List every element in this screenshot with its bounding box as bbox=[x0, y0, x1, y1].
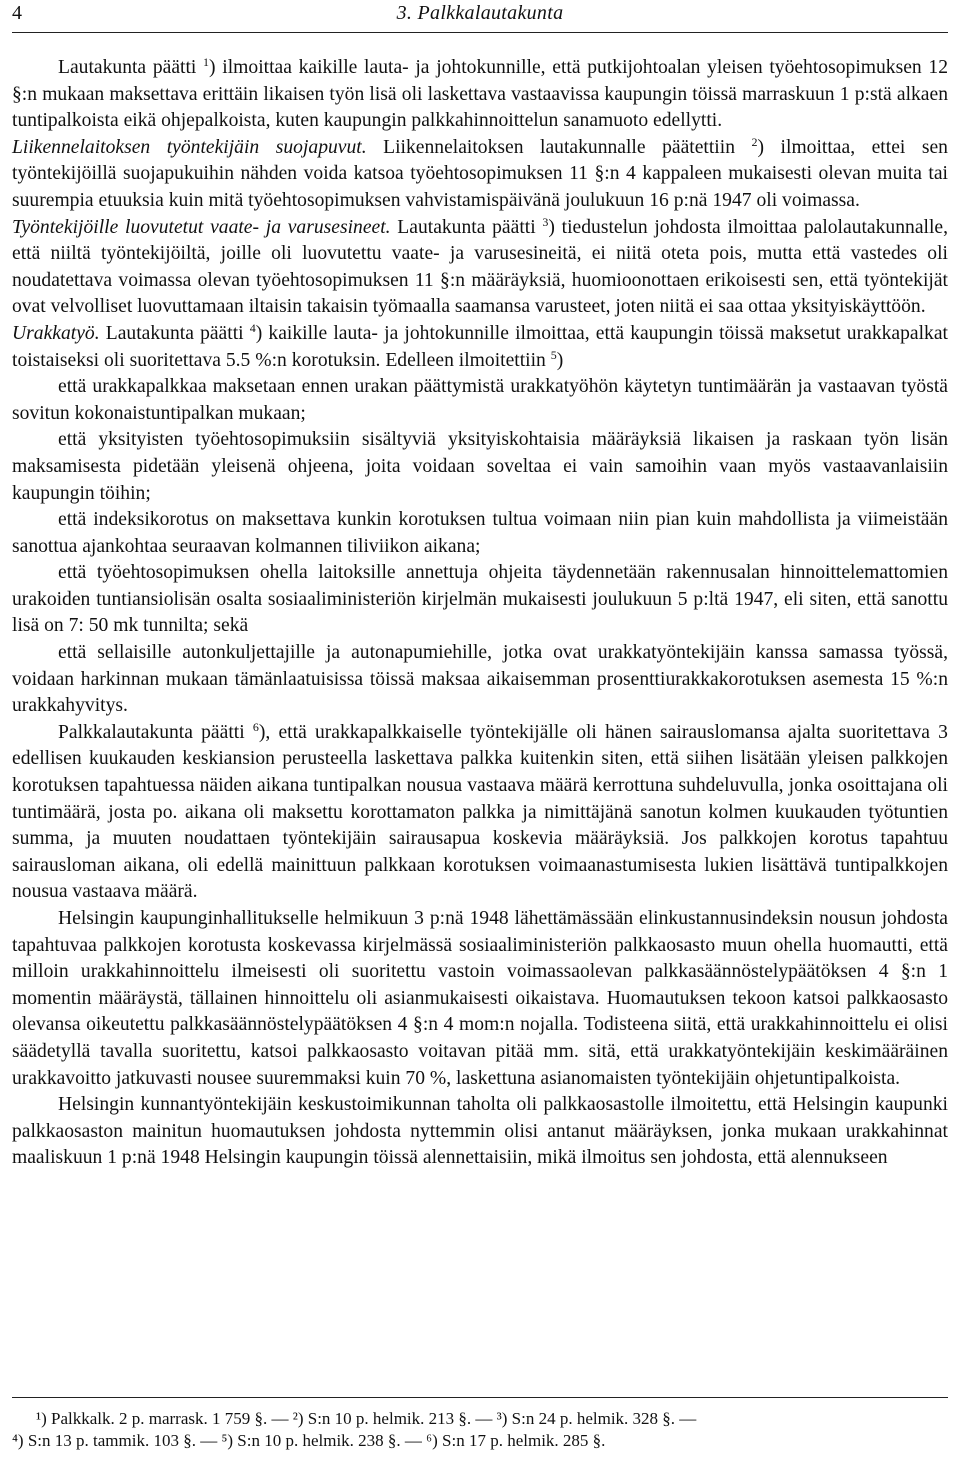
page-header bbox=[12, 0, 948, 33]
paragraph bbox=[12, 135, 948, 215]
footnote-ref: 6 bbox=[252, 719, 259, 734]
paragraph-text: että indeksikorotus on maksettava kunkin korotuksen tultua voimaan niin pian kuin mahdollista ja viimeistään sanottua ajankohtaa seuraavan kolmannen tiliviikon aikana; bbox=[12, 509, 948, 557]
paragraph-text: Lautakunta päätti bbox=[58, 57, 204, 78]
paragraph bbox=[12, 507, 948, 560]
paragraph bbox=[12, 427, 948, 507]
paragraph bbox=[12, 906, 948, 1092]
paragraph-text: Liikennelaitoksen lautakunnalle päätettiin bbox=[366, 136, 752, 158]
paragraph bbox=[12, 374, 948, 427]
footnote-ref: 4 bbox=[249, 320, 256, 335]
document-body bbox=[12, 55, 948, 1172]
paragraph bbox=[12, 321, 948, 374]
paragraph-text: että urakkapalkkaa maksetaan ennen urakan päättymistä urakkatyöhön käytetyn tuntimäärän ja vastaavan työstä sovitun kokonaistuntipalkan mukaan; bbox=[12, 376, 948, 424]
footnote-line: ¹) Palkkalk. 2 p. marrask. 1 759 §. — ²) S:n 10 p. helmik. 213 §. — ³) S:n 24 p. helmik. 328 §. — bbox=[36, 1409, 697, 1428]
footnotes bbox=[12, 1397, 948, 1452]
paragraph-text: Palkkalautakunta päätti bbox=[58, 721, 253, 743]
page-number: 4 bbox=[12, 2, 22, 24]
paragraph bbox=[12, 720, 948, 906]
paragraph bbox=[12, 560, 948, 640]
paragraph-text: ) ilmoittaa, ettei sen työntekijöillä suojapukuihin nähden voida katsoa työehtosopimuksen 11 §:n 4 kappaleen mukaisesti olevan muita tai suurempia etuuksia kuin mitä työehtosopimuksen vahvistamispäivänä joulukuun 16 p:nä 1947 oli voimassa. bbox=[12, 136, 948, 211]
running-title: 3. Palkkalautakunta bbox=[396, 2, 564, 24]
paragraph-text: ) ilmoittaa kaikille lauta- ja johtokunnille, että putkijohtoalan yleisen työehtosopimuksen 12 §:n mukaan maksettava erittäin likaisen työn lisä oli laskettava vastaavissa kaupungin töissä marraskuun 1 p:stä alkaen tuntipalkoista eikä ohjepalkoista, kuten kaupungin palkkahinnoittelun sanamuoto edellytti. bbox=[12, 57, 948, 132]
paragraph bbox=[12, 640, 948, 720]
paragraph bbox=[12, 1092, 948, 1172]
paragraph-text: ), että urakkapalkkaiselle työntekijälle oli hänen sairauslomansa ajalta suoritettava 3 edellisen kuukauden keskiansion perusteella laskettava palkka kuitenkin siten, että siihen lisätään yleisen palkkojen korotuksen tapahtuessa näiden aikana tuntipalkan nousua vastaava määrä kerrottuna suhdeluvulla, jonka osoittajana oli tuntimäärä, josta po. aikana oli maksettu korottamaton palkka ja nimittäjänä sanotun kolmen kuukauden työtuntien summa, ja muuten noudattaen työntekijäin sairausapua koskevia määräyksiä. Jos palkkojen korotus tapahtuu sairausloman aikana, oli edellä mainittuun palkkaan korotuksen voimaanastumisesta lukien lisättävä tuntipalkkojen nousua vastaava määrä. bbox=[12, 721, 948, 903]
section-heading: Urakkatyö. bbox=[12, 322, 100, 344]
footnote-ref: 1 bbox=[203, 55, 210, 69]
paragraph-text: Lautakunta päätti bbox=[99, 322, 250, 344]
footnote-line: ⁴) S:n 13 p. tammik. 103 §. — ⁵) S:n 10 p. helmik. 238 §. — ⁶) S:n 17 p. helmik. 285 §. bbox=[12, 1431, 606, 1450]
paragraph-text: että sellaisille autonkuljettajille ja autonapumiehille, jotka ovat urakkatyöntekijäin kanssa samassa työssä, voidaan harkinnan mukaan tämänlaatuisissa töissä maksaa aikaisemman prosenttiurakkakorotuksen asemesta 15 %:n urakkahyvitys. bbox=[12, 642, 948, 717]
paragraph-text: ) kaikille lauta- ja johtokunnille ilmoittaa, että kaupungin töissä maksetut urakkapalkat toistaiseksi oli suoritettava 5.5 %:n korotuksin. Edelleen ilmoitettiin bbox=[12, 322, 948, 371]
paragraph-text: Helsingin kaupunginhallitukselle helmikuun 3 p:nä 1948 lähettämässään elinkustannusindeksin nousun johdosta tapahtuvaa palkkojen korotusta koskevassa kirjelmässä sosiaaliministeriön palkkaosasto muun ohella huomautti, että milloin urakkahinnoittelu ilmeisesti oli suoritettu vastoin voimassaolevan palkkasäännöstelypäätöksen 4 §:n 1 momentin määräystä, tällainen hinnoittelu oli asianmukaisesti oikaistava. Huomautuksen tekoon katsoi palkkaosasto olevansa oikeutettu palkkasäännöstelypäätöksen 4 §:n 4 mom:n nojalla. Todisteena siitä, että urakkahinnoittelu ei olisi säädetyllä tavalla suoritettu, katsoi palkkaosasto voitavan pitää mm. sitä, että urakkatyöntekijäin keskimääräinen urakkavoitto jatkuvasti nousee suuremmaksi kuin 70 %, laskettuna asianomaisten työntekijäin ohjetuntipalkoista. bbox=[12, 908, 948, 1089]
footnote-ref: 2 bbox=[751, 134, 758, 149]
document-page bbox=[12, 0, 948, 1172]
footnote-ref: 5 bbox=[550, 347, 557, 362]
paragraph-text: ) tiedustelun johdosta ilmoittaa palolautakunnalle, että niiltä työntekijöiltä, joille oli luovutettu vaate- ja varusesineitä, ei niitä oteta pois, mutta että vastedes oli noudatettava voimassa olevan työehtosopimuksen 11 §:n määräyksiä, huomioonottaen erikoisesti sen, että työntekijät ovat velvolliset luovuttamaan iltaisin takaisin työmaalla saamansa varusteet, joten niitä ei saa ottaa yksityiskäyttöön. bbox=[12, 216, 948, 318]
paragraph-text: Helsingin kunnantyöntekijäin keskustoimikunnan taholta oli palkkaosastolle ilmoitettu, että Helsingin kaupunki palkkaosaston mainitun huomautuksen johdosta nyttemmin olisi antanut määräyksen, jonka mukaan urakkahinnat maaliskuun 1 p:nä 1948 Helsingin kaupungin töissä alennettaisiin, mikä ilmoitus sen johdosta, että alennukseen bbox=[12, 1094, 948, 1169]
paragraph-text: että yksityisten työehtosopimuksiin sisältyviä yksityiskohtaisia määräyksiä likaisen ja raskaan työn lisän maksamisesta pidetään yleisenä ohjeena, joita voidaan soveltaa ei vain samoihin vaan myös vastaavanlaisiin kaupungin töihin; bbox=[12, 429, 948, 504]
paragraph bbox=[12, 55, 948, 135]
section-heading: Työntekijöille luovutetut vaate- ja varusesineet. bbox=[12, 216, 391, 238]
section-heading: Liikennelaitoksen työntekijäin suojapuvut. bbox=[12, 136, 367, 158]
paragraph bbox=[12, 215, 948, 321]
paragraph-text: Lautakunta päätti bbox=[390, 216, 543, 238]
paragraph-text: että työehtosopimuksen ohella laitoksille annettuja ohjeita täydennetään rakennusalan hinnoittelemattomien urakoiden tuntiansiolisän osalta sosiaaliministeriön kirjelmän mukaisesti joulukuun 5 p:ltä 1947, eli siten, että sanottu lisä on 7: 50 mk tunnilta; sekä bbox=[12, 562, 948, 637]
footnote-ref: 3 bbox=[542, 214, 549, 229]
paragraph-text: ) bbox=[556, 349, 564, 371]
